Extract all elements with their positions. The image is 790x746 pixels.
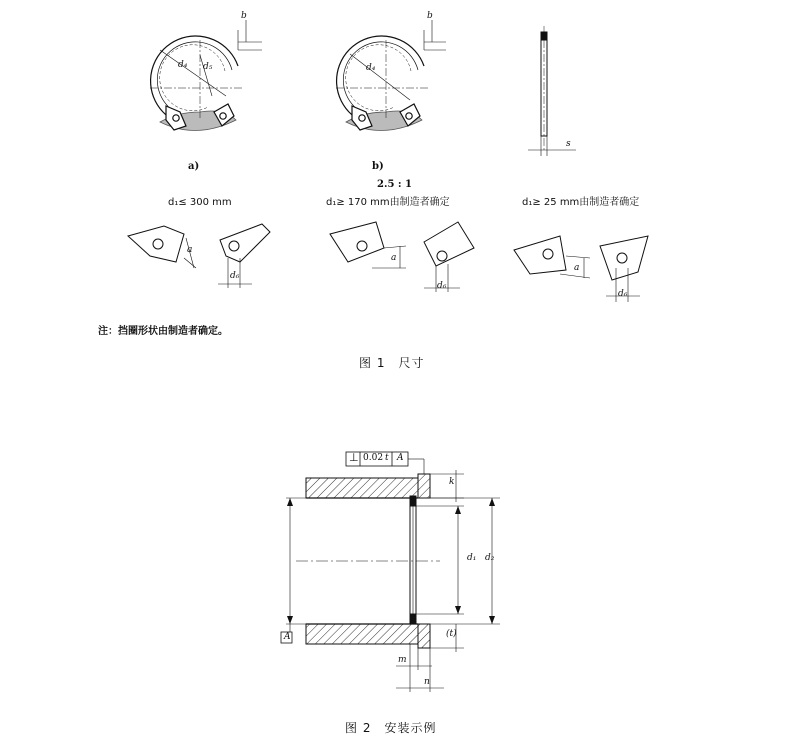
dim-d4-label-b: d₄ [366, 63, 376, 73]
dim-a-label-2: a [391, 253, 397, 263]
dim-b-label-a: b [241, 11, 247, 21]
ring-side-view [528, 26, 576, 156]
perpendicularity-icon: ⊥ [349, 451, 359, 464]
dim-m-label: m [398, 655, 407, 665]
ring-view-a [150, 20, 262, 131]
condition-1: d₁≤ 300 mm [168, 197, 232, 208]
dim-d6-label-3: d₆ [618, 289, 628, 299]
dim-n-label: n [424, 677, 430, 687]
installation-drawing [281, 452, 500, 692]
dim-d4-label-a: d₄ [178, 60, 188, 70]
tolerance-datum: A [397, 453, 404, 463]
scale-label: 2.5 : 1 [377, 179, 413, 190]
figure-note: 注：挡圈形状由制造者确定。 [98, 326, 228, 337]
dim-d1-label: d₁ [467, 553, 477, 563]
dim-d6-label-2: d₆ [437, 281, 447, 291]
subfig-label-a: a) [188, 161, 200, 172]
tolerance-var: t [385, 453, 389, 463]
dim-b-label-b: b [427, 11, 433, 21]
dim-s-label: s [566, 139, 571, 149]
dim-k-label: k [449, 477, 455, 487]
dim-d6-label-1: d₆ [230, 271, 240, 281]
ring-view-b [336, 20, 446, 131]
figure-2-caption: 图 2 安装示例 [345, 721, 437, 735]
lug-details [128, 222, 648, 302]
datum-a-label: A [284, 632, 291, 642]
dim-t-label: (t) [446, 629, 457, 639]
dim-a-label-1: a [187, 245, 193, 255]
tolerance-value: 0.02 [363, 453, 384, 463]
condition-3: d₁≥ 25 mm由制造者确定 [522, 197, 640, 208]
condition-2: d₁≥ 170 mm由制造者确定 [326, 197, 450, 208]
dim-d5-label: d₅ [203, 62, 213, 72]
dim-a-label-3: a [574, 263, 580, 273]
dim-d2-label: d₂ [485, 553, 495, 563]
figure-1-caption: 图 1 尺寸 [359, 356, 425, 370]
subfig-label-b: b) [372, 161, 384, 172]
